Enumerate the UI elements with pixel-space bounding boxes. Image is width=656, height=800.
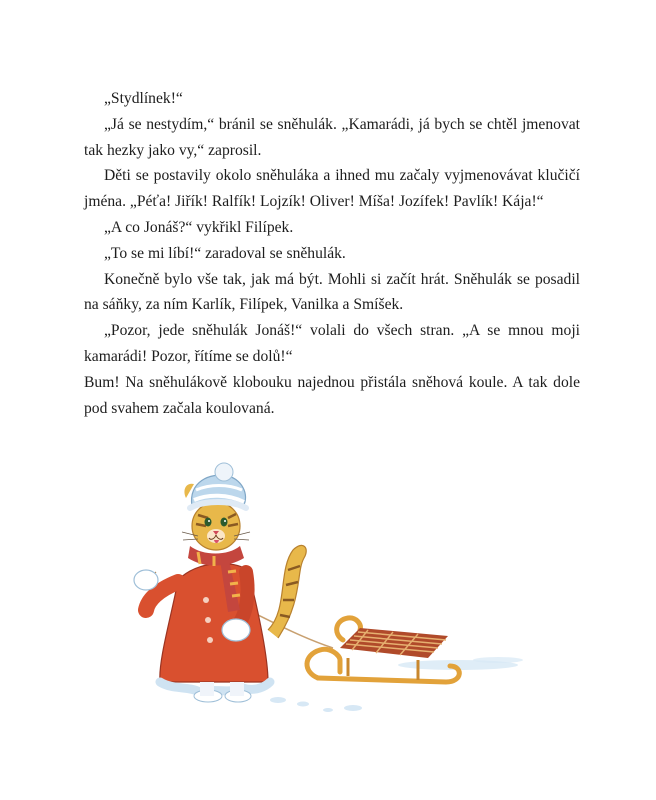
cat-coat: [146, 563, 270, 692]
story-text: [84, 86, 580, 421]
paragraph: Konečně bylo vše tak, jak má být. Mohli si začít hrát. Sněhulák se posadil na sáňky, za ním Karlík, Filípek, Vanilka a Smíšek.: [84, 270, 580, 314]
paragraph: Děti se postavily okolo sněhuláka a ihned mu začaly vyjmenovávat klučičí jména. „Péťa! Jiřík! Ralfík! Lojzík! Oliver! Míša! Jozífek! Pavlík! Kája!“: [84, 167, 580, 211]
mitten-right: [222, 619, 250, 641]
mitten-left: [134, 570, 158, 590]
cat-tail: [268, 545, 306, 638]
paragraph: Bum! Na sněhulákově klobouku najednou přistála sněhová koule. A tak dole pod svahem začala koulovaná.: [84, 373, 580, 417]
paragraph: „Já se nestydím,“ bránil se sněhulák. „Kamarádi, já bych se chtěl jmenovat tak hezky jako vy,“ zaprosil.: [84, 115, 580, 159]
cat-sled-illustration: [128, 460, 528, 720]
paragraph: „To se mi líbí!“ zaradoval se sněhulák.: [104, 244, 346, 262]
sled: [307, 618, 459, 682]
paragraph: „A co Jonáš?“ vykřikl Filípek.: [104, 218, 294, 236]
cat-hat: [184, 463, 246, 508]
paragraph: „Stydlínek!“: [104, 90, 183, 107]
paragraph: „Pozor, jede sněhulák Jonáš!“ volali do všech stran. „A se mnou moji kamarádi! Pozor, řítíme se dolů!“: [84, 322, 580, 365]
